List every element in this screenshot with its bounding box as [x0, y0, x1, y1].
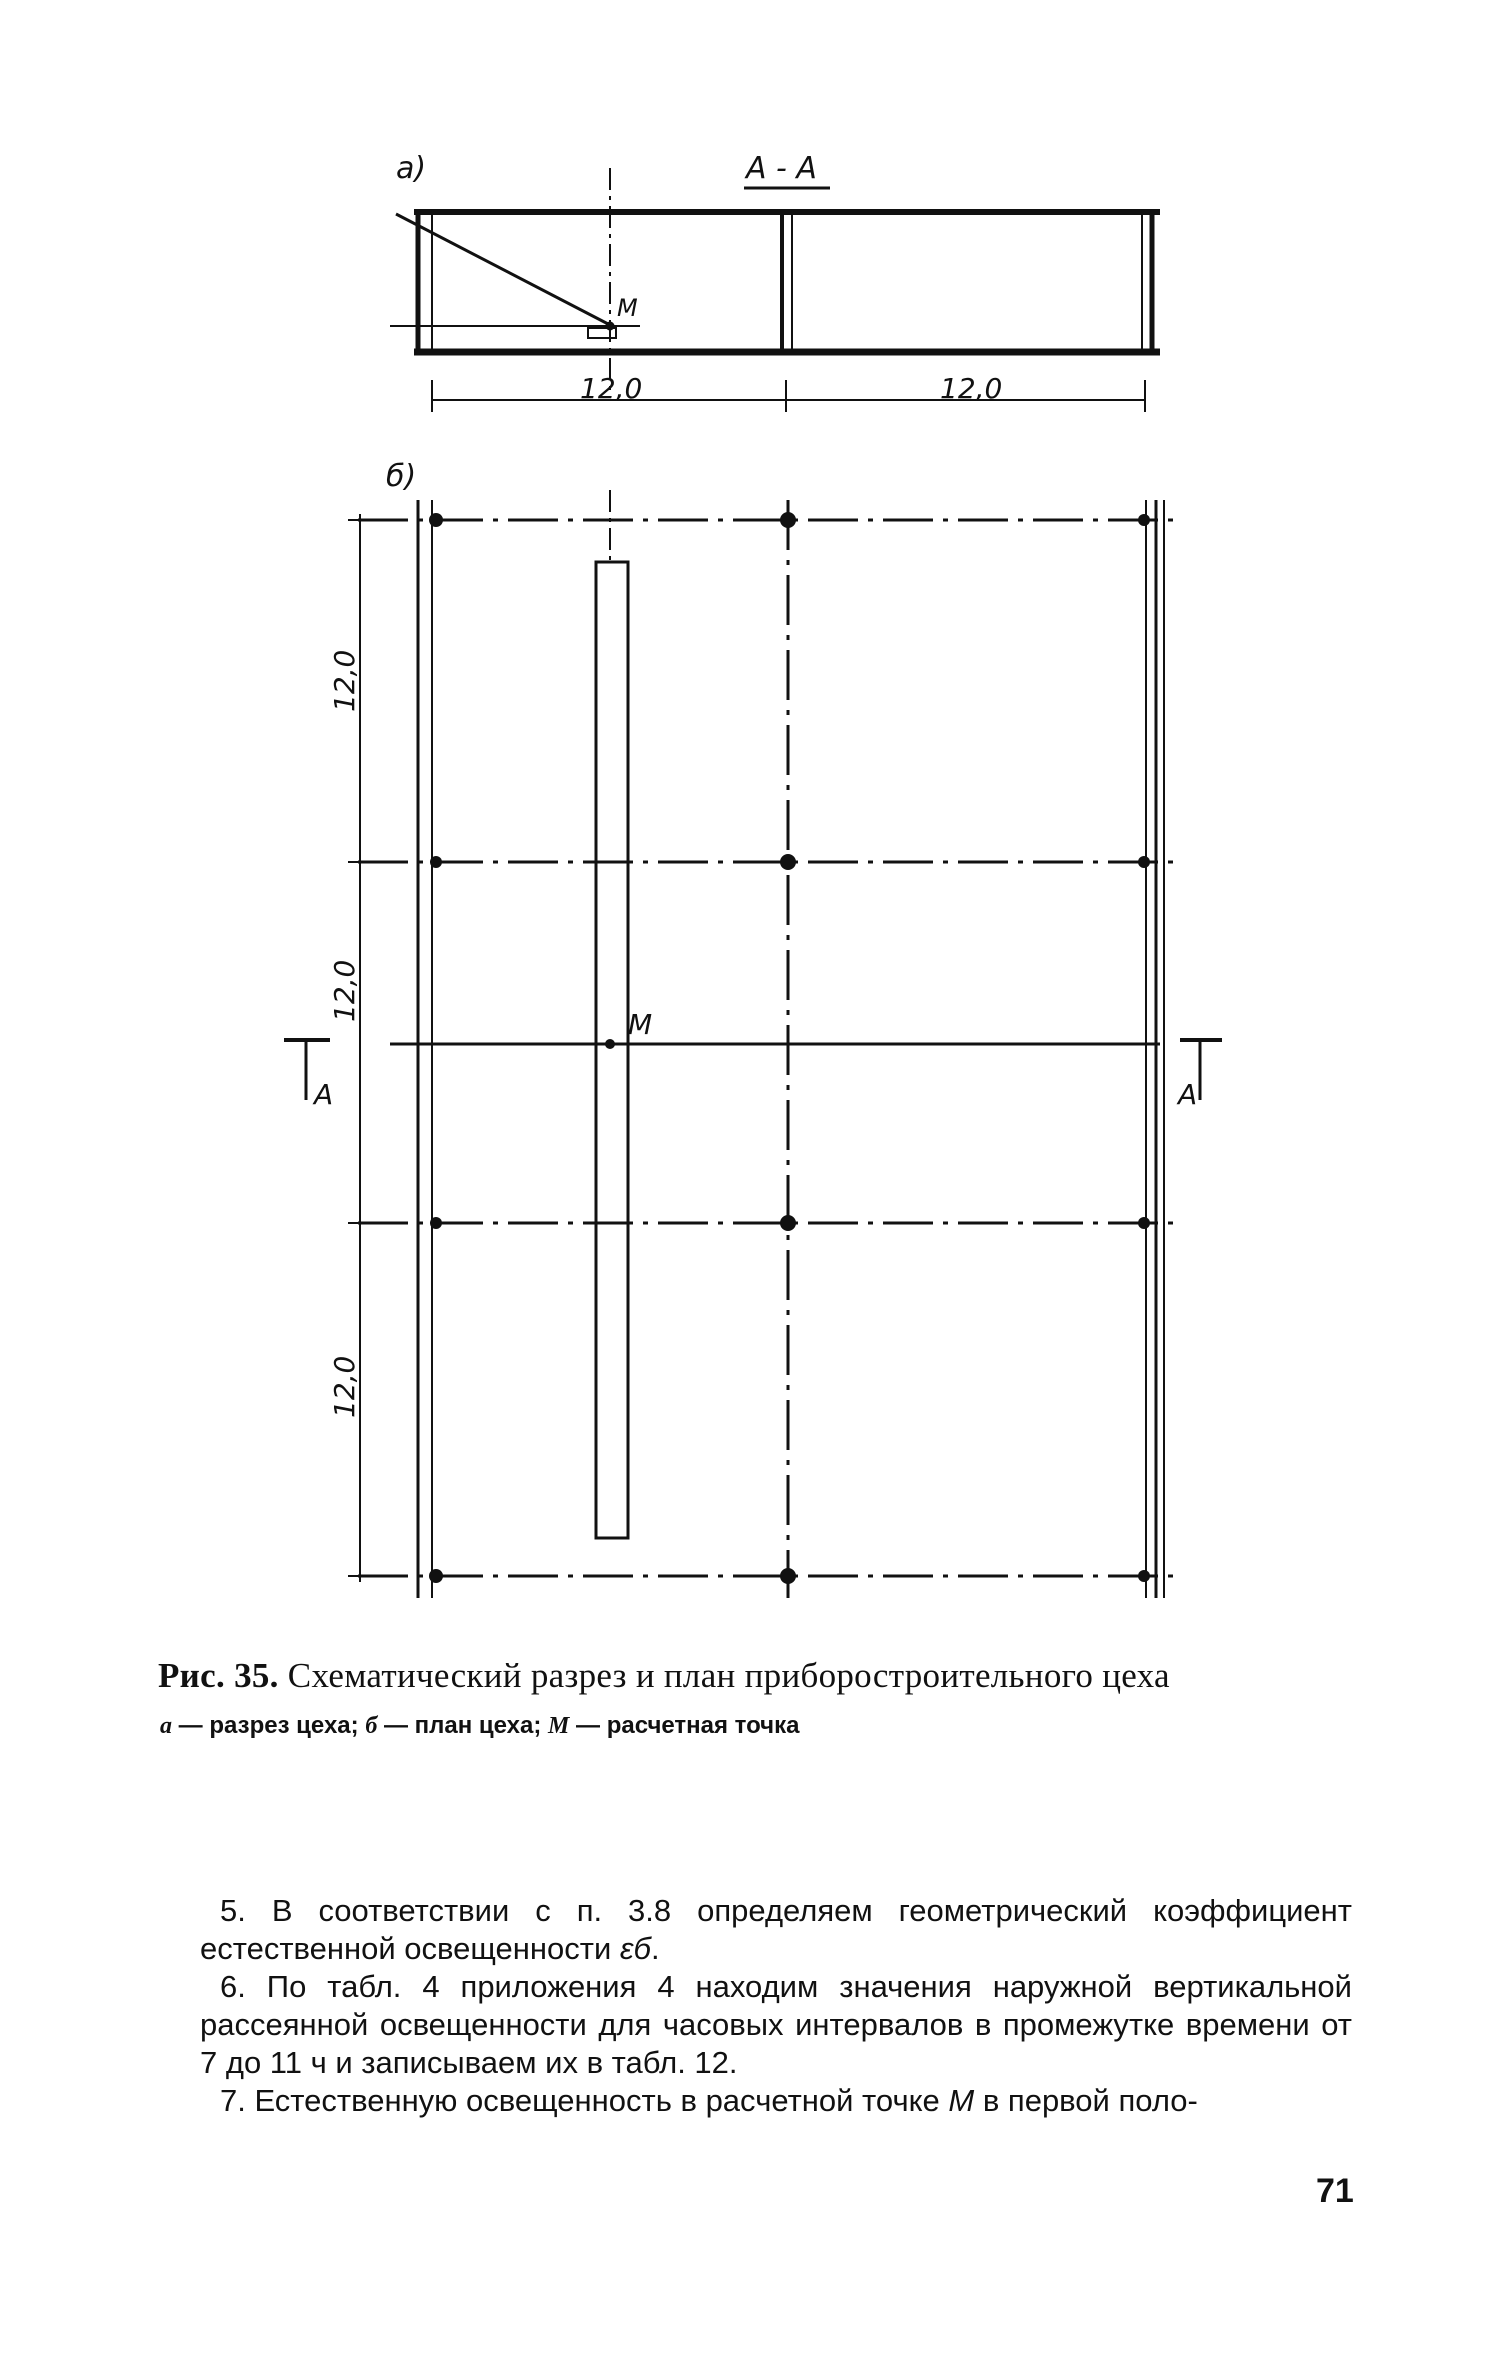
column-dot — [780, 854, 796, 870]
plan-dim-bottom: 12,0 — [328, 1355, 361, 1418]
label-b: б) — [386, 459, 417, 494]
column-dot — [430, 856, 442, 868]
legend-a-text: — разрез цеха; — [172, 1712, 366, 1739]
section-dim-right: 12,0 — [940, 372, 1003, 405]
section-title: А - А — [746, 151, 817, 186]
caption-number: Рис. 35. — [158, 1656, 279, 1695]
section-mark-left: А — [314, 1078, 334, 1111]
column-dot — [780, 512, 796, 528]
point-m-dot — [605, 1039, 615, 1049]
section-point-label: М — [617, 294, 638, 322]
section-drawing — [390, 168, 1160, 412]
column-dot — [1138, 1217, 1150, 1229]
plan-drawing — [284, 490, 1222, 1598]
page-number: 71 — [1316, 2172, 1354, 2210]
column-dot — [429, 513, 443, 527]
paragraph-5 — [200, 1892, 1352, 1968]
body-text — [200, 1892, 1352, 2120]
caption-title: Схематический разрез и план приборостроительного цеха — [287, 1656, 1170, 1695]
column-dot — [430, 1217, 442, 1229]
paragraph-7-text: 7. Естественную освещенность в расчетной точке — [220, 2083, 949, 2118]
legend-b-key: б — [365, 1713, 378, 1739]
paragraph-7 — [200, 2082, 1352, 2120]
legend-a-key: а — [160, 1713, 172, 1739]
figure-legend — [160, 1712, 1360, 1740]
section-dim-left: 12,0 — [580, 372, 643, 405]
plan-dim-top: 12,0 — [328, 649, 361, 712]
paragraph-6: 6. По табл. 4 приложения 4 находим значения наружной вертикальной рассеянной освещенности для часовых интервалов в промежутке времени от 7 до 11 ч и записываем их в табл. 12. — [200, 1969, 1352, 2080]
column-dot — [1138, 514, 1150, 526]
column-dot — [780, 1568, 796, 1584]
paragraph-5-symbol: εб — [619, 1931, 651, 1966]
plan-point-label: М — [628, 1008, 653, 1041]
label-a: а) — [396, 151, 427, 186]
paragraph-7-end: в первой поло- — [974, 2083, 1198, 2118]
paragraph-5-text: 5. В соответствии с п. 3.8 определяем геометрический коэффициент естественной освещенности — [200, 1893, 1352, 1966]
plan-dim-middle: 12,0 — [328, 959, 361, 1022]
column-dot — [1138, 1570, 1150, 1582]
paragraph-7-point: М — [948, 2083, 975, 2118]
section-mark-right: А — [1178, 1078, 1198, 1111]
paragraph-5-end: . — [650, 1931, 660, 1966]
figure-caption — [158, 1656, 1358, 1696]
column-dot — [429, 1569, 443, 1583]
column-dot — [1138, 856, 1150, 868]
legend-m-key: М — [548, 1713, 570, 1739]
legend-m-text: — расчетная точка — [569, 1712, 800, 1739]
legend-b-text: — план цеха; — [377, 1712, 549, 1739]
column-dot — [780, 1215, 796, 1231]
